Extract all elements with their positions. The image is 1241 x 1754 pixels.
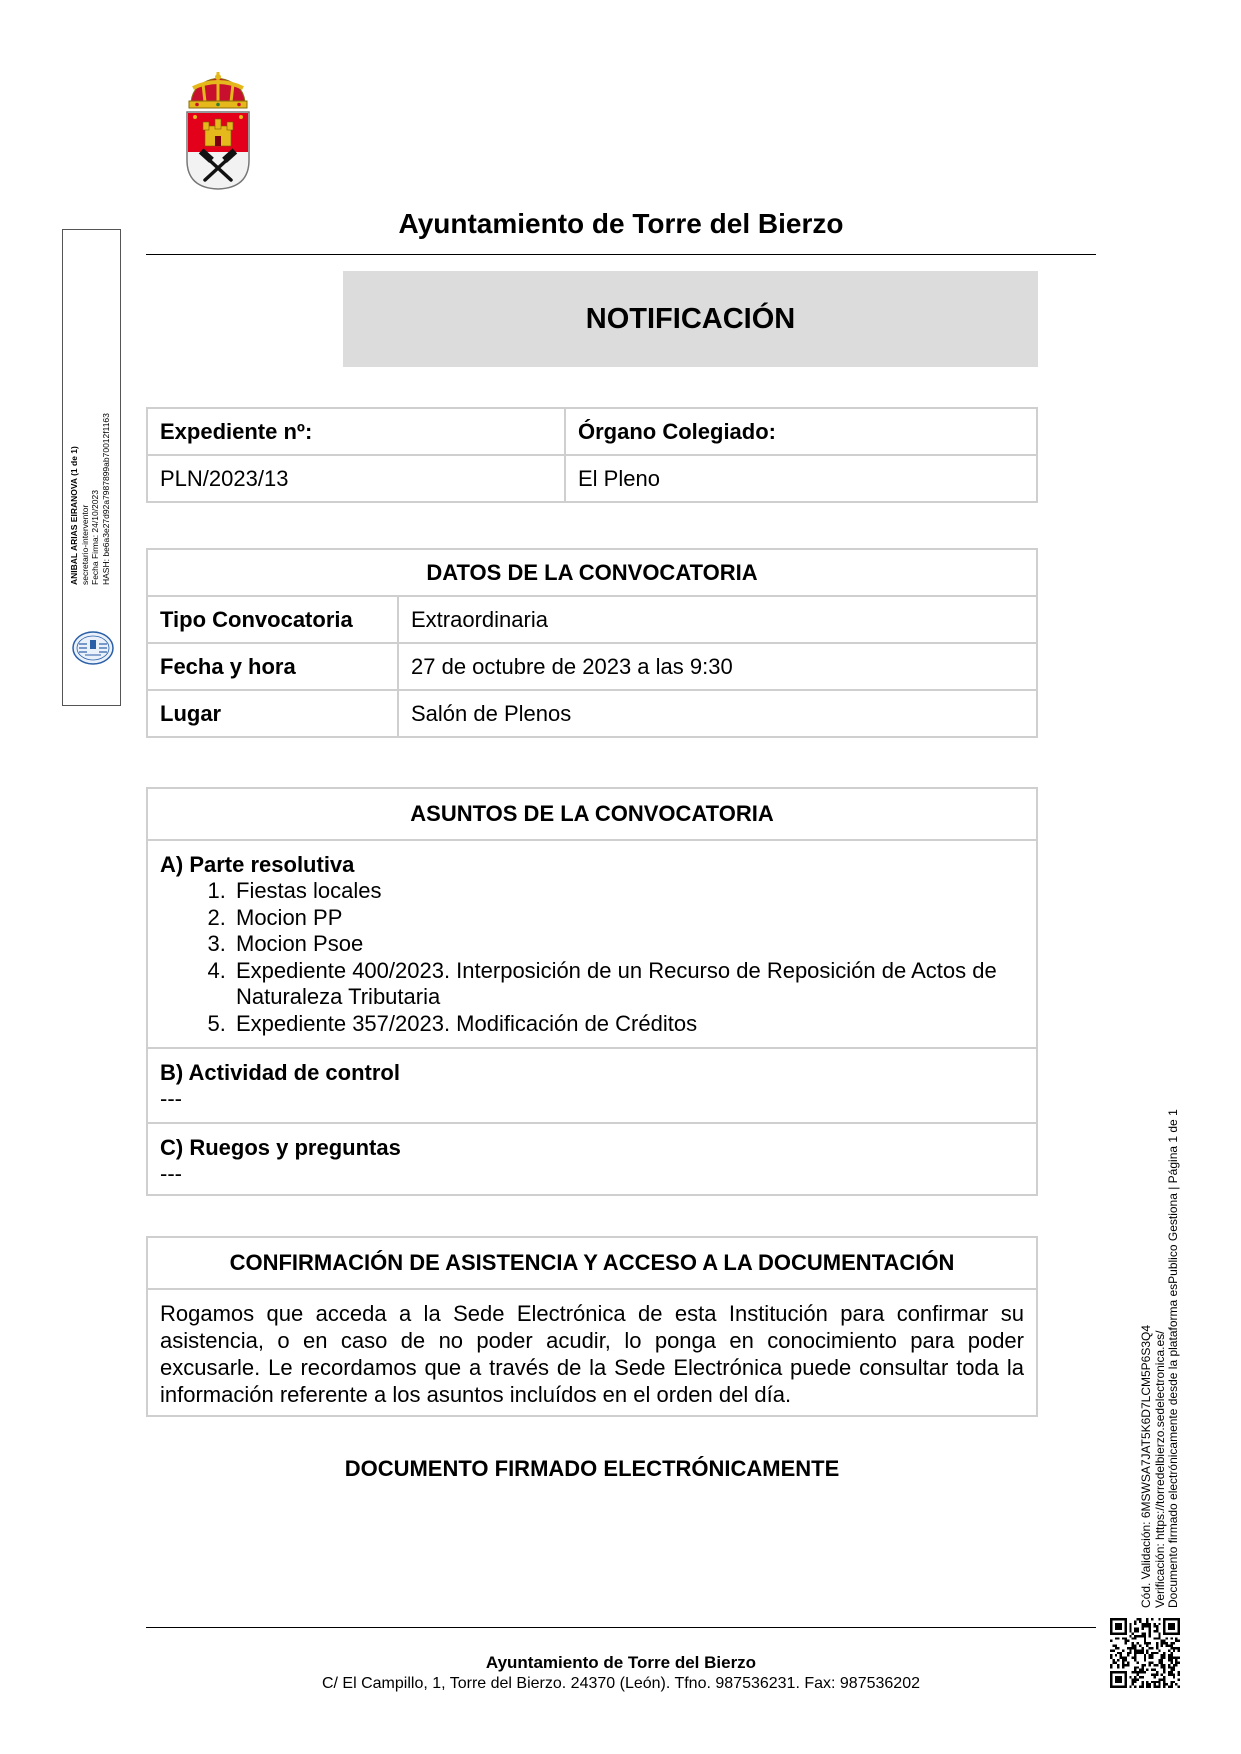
list-item: 2. Mocion PP <box>232 905 1024 932</box>
platform-note: Documento firmado electrónicamente desde la plataforma esPublico Gestiona | Página 1 de 1 <box>1166 1109 1180 1608</box>
signature-text <box>69 380 115 585</box>
list-item: 3. Mocion Psoe <box>232 931 1024 958</box>
organo-label: Órgano Colegiado: <box>565 408 1037 455</box>
tipo-label: Tipo Convocatoria <box>147 596 398 643</box>
list-item: 5. Expediente 357/2023. Modificación de Créditos <box>232 1011 1024 1038</box>
section-heading: C) Ruegos y preguntas <box>160 1135 401 1160</box>
signature-stamp <box>62 229 121 706</box>
header-divider <box>146 254 1096 255</box>
signed-notice: DOCUMENTO FIRMADO ELECTRÓNICAMENTE <box>344 1456 840 1481</box>
datos-convocatoria-table <box>146 548 1038 738</box>
list-item: 1. Fiestas locales <box>232 878 1024 905</box>
expediente-table <box>146 407 1038 503</box>
list-item: 4. Expediente 400/2023. Interposición de un Recurso de Reposición de Actos de Naturaleza Tributaria <box>232 958 1024 1011</box>
agenda-list <box>160 878 1024 1037</box>
footer-address: C/ El Campillo, 1, Torre del Bierzo. 24370 (León). Tfno. 987536231. Fax: 987536202 <box>321 1675 920 1692</box>
table-row <box>147 643 1037 690</box>
organo-value: El Pleno <box>565 455 1037 502</box>
coat-of-arms-logo <box>183 72 253 190</box>
expediente-value: PLN/2023/13 <box>147 455 565 502</box>
validation-code: Cód. Validación: 6MSWSA7JAT5K6D7LCM5P6S3Q4 <box>1139 1324 1153 1608</box>
section-ruegos-preguntas <box>148 1124 1036 1197</box>
qr-code-icon <box>1110 1618 1180 1688</box>
verification-url[interactable]: Verificación: https://torredelbierzo.sedelectronica.es/ <box>1152 1330 1167 1608</box>
asuntos-convocatoria-box <box>146 787 1038 1196</box>
organization-title: Ayuntamiento de Torre del Bierzo <box>398 208 844 239</box>
seal-icon <box>71 626 115 670</box>
confirmacion-box <box>146 1236 1038 1417</box>
section-text: --- <box>160 1161 182 1186</box>
section-actividad-control <box>148 1049 1036 1124</box>
section-parte-resolutiva <box>148 841 1036 1049</box>
datos-title: DATOS DE LA CONVOCATORIA <box>147 549 1037 596</box>
asuntos-title: ASUNTOS DE LA CONVOCATORIA <box>148 789 1036 841</box>
signature-hash: HASH: be6a3e27d92a7987899ab70012f1163 <box>100 413 111 585</box>
signature-date: Fecha Firma: 24/10/2023 <box>90 490 100 585</box>
section-text: --- <box>160 1086 182 1111</box>
section-heading: A) Parte resolutiva <box>160 852 355 877</box>
fecha-label: Fecha y hora <box>147 643 398 690</box>
verification-text <box>1140 1068 1180 1608</box>
footer-divider <box>146 1627 1096 1628</box>
expediente-label: Expediente nº: <box>147 408 565 455</box>
fecha-value: 27 de octubre de 2023 a las 9:30 <box>398 643 1037 690</box>
signer-role: secretario-interventor <box>79 504 90 585</box>
lugar-value: Salón de Plenos <box>398 690 1037 737</box>
lugar-label: Lugar <box>147 690 398 737</box>
table-row <box>147 690 1037 737</box>
confirmacion-title: CONFIRMACIÓN DE ASISTENCIA Y ACCESO A LA DOCUMENTACIÓN <box>148 1238 1036 1290</box>
table-row <box>147 596 1037 643</box>
signer-name: ANIBAL ARIAS EIRANOVA (1 de 1) <box>69 446 79 585</box>
footer-organization: Ayuntamiento de Torre del Bierzo <box>485 1653 757 1672</box>
tipo-value: Extraordinaria <box>398 596 1037 643</box>
notification-heading: NOTIFICACIÓN <box>343 271 1038 367</box>
confirmacion-text: Rogamos que acceda a la Sede Electrónica de esta Institución para confirmar su asistencia, o en caso de no poder acudir, lo ponga en conocimiento para poder excusarle. Le recordamos que a través de la Sede Electrónica puede consultar toda la información referente a los asuntos incluídos en el orden del día. <box>160 1301 1024 1407</box>
section-heading: B) Actividad de control <box>160 1060 400 1085</box>
